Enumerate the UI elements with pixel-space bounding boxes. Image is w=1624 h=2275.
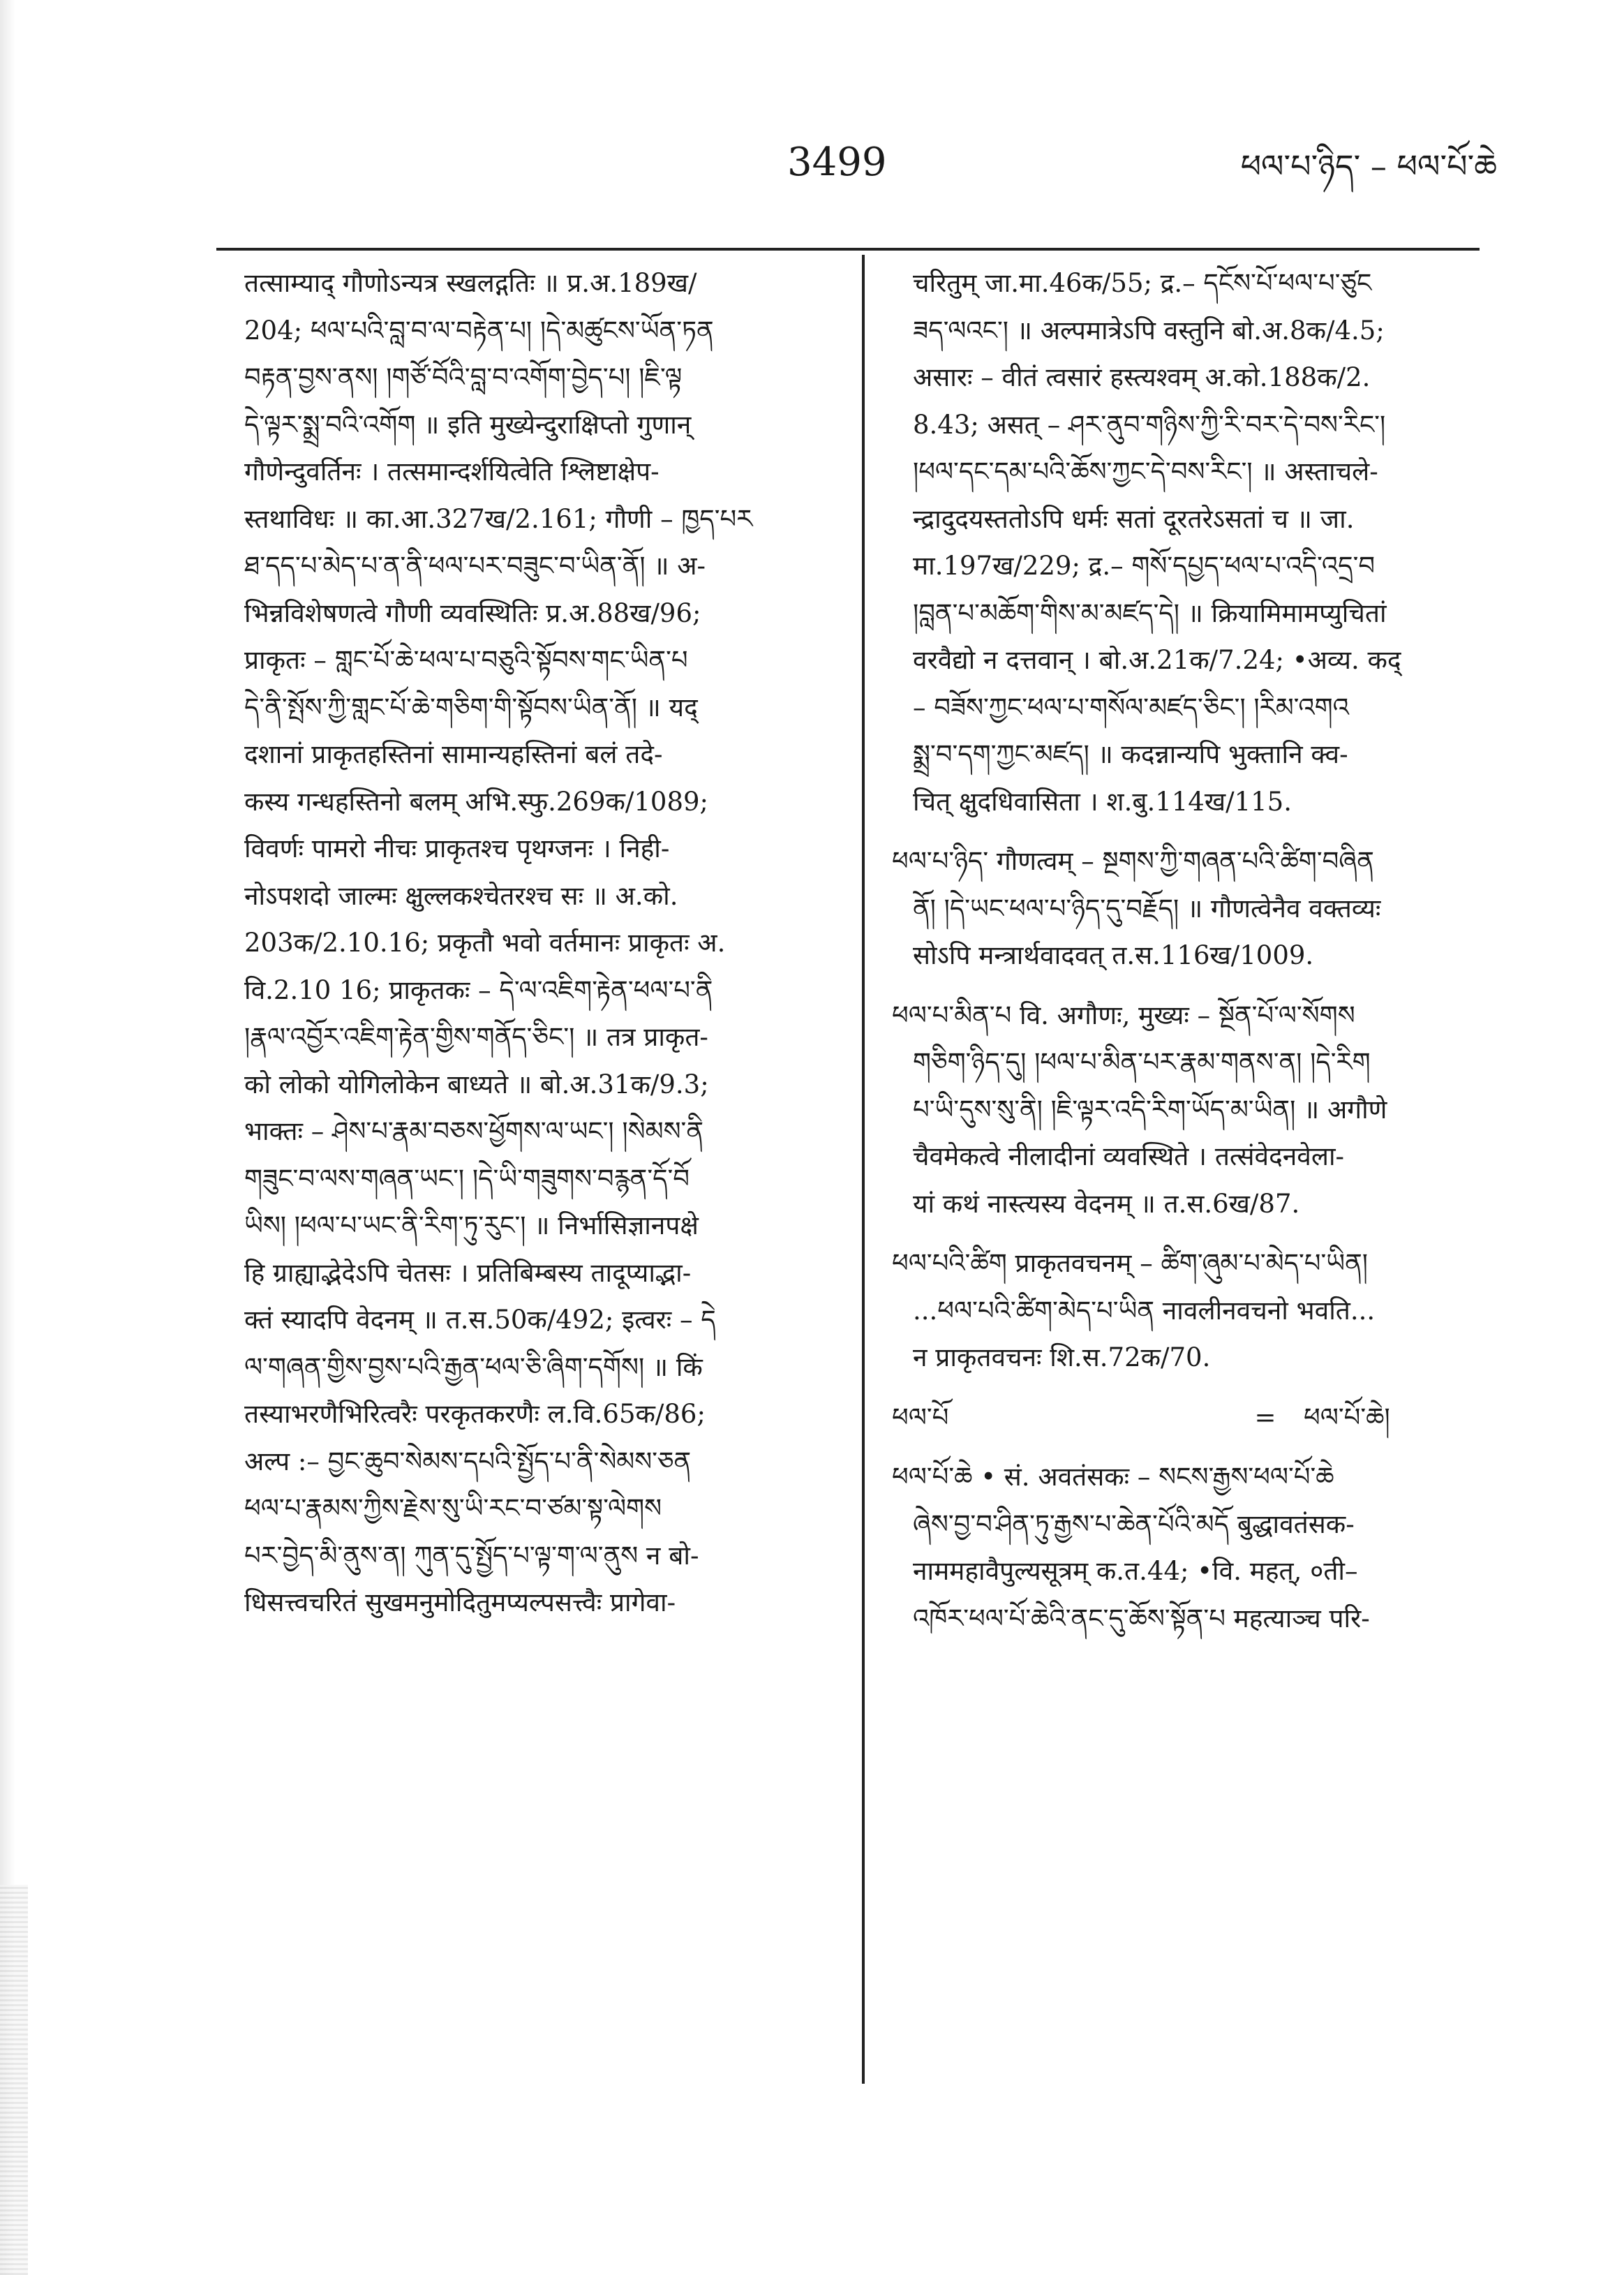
- column-divider: [862, 255, 865, 2084]
- text-line: ཕལ་པ་རྣམས་ཀྱིས་རྗེས་སུ་ཡི་རང་བ་ཙམ་སྟ་ལེགས: [244, 1493, 662, 1523]
- text-line: 204; ཕལ་པའི་བླ་བ་ལ་བརྟེན་པ། །དེ་མཚུངས་ཡོན་ཏན: [244, 315, 714, 346]
- text-line: क्तं स्यादपि वेदनम् ॥ त.स.50क/492; इत्वरः – དེ: [244, 1305, 716, 1335]
- text-line: ཞེས་བྱ་བ་ཤིན་ཏུ་རྒྱས་པ་ཆེན་པོའི་མདོ बुद्धावतंसक-: [913, 1509, 1355, 1539]
- text-line: དེ་ནི་སྤོས་ཀྱི་གླང་པོ་ཆེ་གཅིག་གི་སྟོབས་ཡིན་ནོ། ॥ यद्: [244, 692, 698, 722]
- text-line: གཅིག་ཉིད་དུ། །ཕལ་པ་མིན་པར་རྣམ་གནས་ན། །དེ་རིག: [913, 1047, 1371, 1077]
- page-number: 3499: [787, 140, 887, 185]
- text-line: धिसत्त्वचरितं सुखमनुमोदितुमप्यल्पसत्त्वैः प्रागेवा-: [244, 1587, 676, 1617]
- entry-gaunatvam: [892, 838, 1471, 979]
- text-line: འཁོར་ཕལ་པོ་ཆེའི་ནང་དུ་ཆོས་སྟོན་པ महत्याञ्च परि-: [913, 1603, 1370, 1633]
- cross-reference: [892, 1394, 1471, 1442]
- header-rule: [216, 248, 1480, 251]
- entry-avatamsakah: [892, 1453, 1471, 1642]
- text-line: प्राकृतः – གླང་པོ་ཆེ་ཕལ་པ་བཅུའི་སྟོབས་གང་ཡིན་པ: [244, 645, 688, 675]
- text-line: यां कथं नास्त्यस्य वेदनम् ॥ त.स.6ख/87.: [913, 1188, 1300, 1219]
- text-line: गौणेन्दुवर्तिनः । तत्समान्दर्शयित्वेति श्लिष्टाक्षेप-: [244, 457, 660, 487]
- text-line: །རྣལ་འབྱོར་འཇིག་རྟེན་གྱིས་གནོད་ཅིང་། ॥ तत्र प्राकृत-: [244, 1022, 708, 1052]
- text-line: པར་བྱེད་མི་ནུས་ན། ཀུན་དུ་སྤྱོད་པ་ལྟ་ག་ལ་ནུས न बो-: [244, 1540, 699, 1571]
- text-line: པ་ཡི་དུས་སུ་ནི། །ཇི་ལྟར་འདི་རིག་ཡོད་མ་ཡིན། ॥ अगौणे: [913, 1094, 1387, 1125]
- text-line: मा.197ख/229; द्र.– གསོ་དཔྱད་ཕལ་པ་འདི་འདྲ་བ: [913, 551, 1376, 581]
- text-line: तत्साम्याद् गौणोऽन्यत्र स्खलद्गतिः ॥ प्र.अ.189ख/: [244, 268, 697, 298]
- entry-headline: ཕལ་པའི་ཚིག प्राकृतवचनम् – ཚིག་ཞུམ་པ་མེད་པ་ཡིན།: [892, 1248, 1369, 1278]
- text-line: ཟད་ལའང་། ॥ अल्पमात्रेऽपि वस्तुनि बो.अ.8क/4.5;: [913, 315, 1385, 346]
- text-line: दशानां प्राकृतहस्तिनां सामान्यहस्तिनां बलं तदे-: [244, 739, 663, 769]
- cross-ref-equals: =: [1254, 1402, 1276, 1432]
- text-line: །ཕལ་དང་དམ་པའི་ཆོས་ཀྱང་དེ་བས་རིང་། ॥ अस्ताचले-: [913, 457, 1378, 487]
- entry-headline: ཕལ་པ་མིན་པ वि. अगौणः, मुख्यः – སྔོན་པོ་ལ་སོགས: [892, 1000, 1355, 1030]
- text-line: ཐ་དད་པ་མེད་པ་ན་ནི་ཕལ་པར་བཟུང་བ་ཡིན་ནོ། ॥ अ-: [244, 551, 706, 581]
- text-line: चैवमेकत्वे नीलादीनां व्यवस्थिते । तत्संवेदनवेला-: [913, 1141, 1345, 1171]
- text-line: – བཟོས་ཀྱང་ཕལ་པ་གསོལ་མཛད་ཅིང་། །རིམ་འགའ: [913, 692, 1349, 722]
- entry-agaunah: [892, 992, 1471, 1228]
- left-column: [244, 260, 837, 1626]
- text-line: न्द्रादुदयस्ततोऽपि धर्मः सतां दूरतरेऽसतां च ॥ जा.: [913, 503, 1355, 534]
- text-line: अल्प :– བྱང་ཆུབ་སེམས་དཔའི་སྤྱོད་པ་ནི་སེམས་ཅན: [244, 1446, 692, 1476]
- entry-prakrtavacanam: [892, 1240, 1471, 1381]
- text-line: सोऽपि मन्त्रार्थवादवत् त.स.116ख/1009.: [913, 940, 1314, 970]
- text-line: 8.43; असत् – ཤར་ནུབ་གཉིས་ཀྱི་རི་བར་དེ་བས་རིང་།: [913, 409, 1386, 440]
- text-line: 203क/2.10.16; प्रकृतौ भवो वर्तमानः प्राकृतः अ.: [244, 928, 726, 958]
- text-line: विवर्णः पामरो नीचः प्राकृतश्च पृथग्जनः । निही-: [244, 833, 670, 864]
- text-line: ...ཕལ་པའི་ཚིག་མེད་པ་ཡིན नावलीनवचनो भवति...: [913, 1295, 1376, 1326]
- right-column: [892, 260, 1471, 1642]
- text-line: དེ་ལྟར་སྨྲ་བའི་འགོག ॥ इति मुख्येन्दुराक्षिप्तो गुणान्: [244, 409, 692, 440]
- text-line: असारः – वीतं त्वसारं हस्त्यश्वम् अ.को.188क/2.: [913, 362, 1371, 392]
- entry-headline: ཕལ་པོ་ཆེ • सं. अवतंसकः – སངས་རྒྱས་ཕལ་པོ་ཆེ: [892, 1462, 1334, 1492]
- text-line: वि.2.10 16; प्राकृतकः – དེ་ལ་འཇིག་རྟེན་ཕལ་པ་ནི: [244, 975, 713, 1005]
- text-line: བརྟན་བྱས་ནས། །གཙོ་བོའི་བླ་བ་འགོག་བྱེད་པ། །ཇི་ལྟ: [244, 362, 683, 392]
- continuation-block: [892, 260, 1471, 825]
- text-line: हि ग्राह्याद्भेदेऽपि चेतसः । प्रतिबिम्बस्य तादूप्याद्भा-: [244, 1257, 692, 1288]
- text-line: སྨྲ་བ་དག་ཀྱང་མཛད། ॥ कदन्नान्यपि भुक्तानि क्व-: [913, 739, 1348, 769]
- text-line: །བླན་པ་མཆོག་གིས་མ་མཛད་དེ། ॥ क्रियामिमामप्युचितां: [913, 598, 1387, 628]
- text-line: न प्राकृतवचनः शि.स.72क/70.: [913, 1342, 1211, 1372]
- text-line: ཡིས། །ཕལ་པ་ཡང་ནི་རིག་ཏུ་རུང་། ॥ निर्भासिज्ञानपक्षे: [244, 1210, 699, 1240]
- text-line: चित् क्षुदधिवासिता । श.बु.114ख/115.: [913, 786, 1292, 817]
- text-line: भाक्तः – ཤེས་པ་རྣམ་བཅས་ཕྱོགས་ལ་ཡང་། །སེམས་ནི: [244, 1116, 703, 1146]
- text-line: को लोको योगिलोकेन बाध्यते ॥ बो.अ.31क/9.3;: [244, 1069, 709, 1099]
- cross-ref-headword: ཕལ་པོ: [892, 1402, 949, 1432]
- text-line: तस्याभरणैभिरित्वरैः परकृतकरणैः ल.वि.65क/86;: [244, 1399, 706, 1429]
- text-line: भिन्नविशेषणत्वे गौणी व्यवस्थितिः प्र.अ.88ख/96;: [244, 598, 701, 628]
- text-line: ནོ། །དེ་ཡང་ཕལ་པ་ཉིད་དུ་བརྗོད། ॥ गौणत्वेनैव वक्तव्यः: [913, 893, 1381, 924]
- text-line: གཟུང་བ་ལས་གཞན་ཡང་། །དེ་ཡི་གཟུགས་བརྙན་དོ་བོ: [244, 1163, 690, 1194]
- scan-speckle: [0, 1885, 28, 2275]
- text-line: वरवैद्यो न दत्तवान् । बो.अ.21क/7.24; •अव्य. कद्: [913, 645, 1401, 675]
- entry-headline: ཕལ་པ་ཉིད་ गौणत्वम् – སྔགས་ཀྱི་གཞན་པའི་ཚིག་བཞིན: [892, 846, 1374, 876]
- text-line: स्तथाविधः ॥ का.आ.327ख/2.161; गौणी – ཁྱད་པར: [244, 503, 753, 534]
- cross-ref-target: ཕལ་པོ་ཆེ།: [1304, 1402, 1390, 1432]
- text-line: चरितुम् जा.मा.46क/55; द्र.– དངོས་པོ་ཕལ་པ་ཙུང: [913, 268, 1372, 298]
- text-line: कस्य गन्धहस्तिनो बलम् अभि.स्फु.269क/1089;: [244, 786, 708, 817]
- text-line: ལ་གཞན་གྱིས་བྱས་པའི་རྒྱན་ཕལ་ཅི་ཞིག་དགོས། ॥ किं: [244, 1351, 703, 1382]
- text-line: नाममहावैपुल्यसूत्रम् क.त.44; •वि. महत्, ०ती–: [913, 1556, 1358, 1586]
- text-line: नोऽपशदो जाल्मः क्षुल्लकश्चेतरश्च सः ॥ अ.को.: [244, 880, 678, 911]
- running-head: ཕལ་པ་ཉིད་ – ཕལ་པོ་ཆེ: [1240, 147, 1497, 185]
